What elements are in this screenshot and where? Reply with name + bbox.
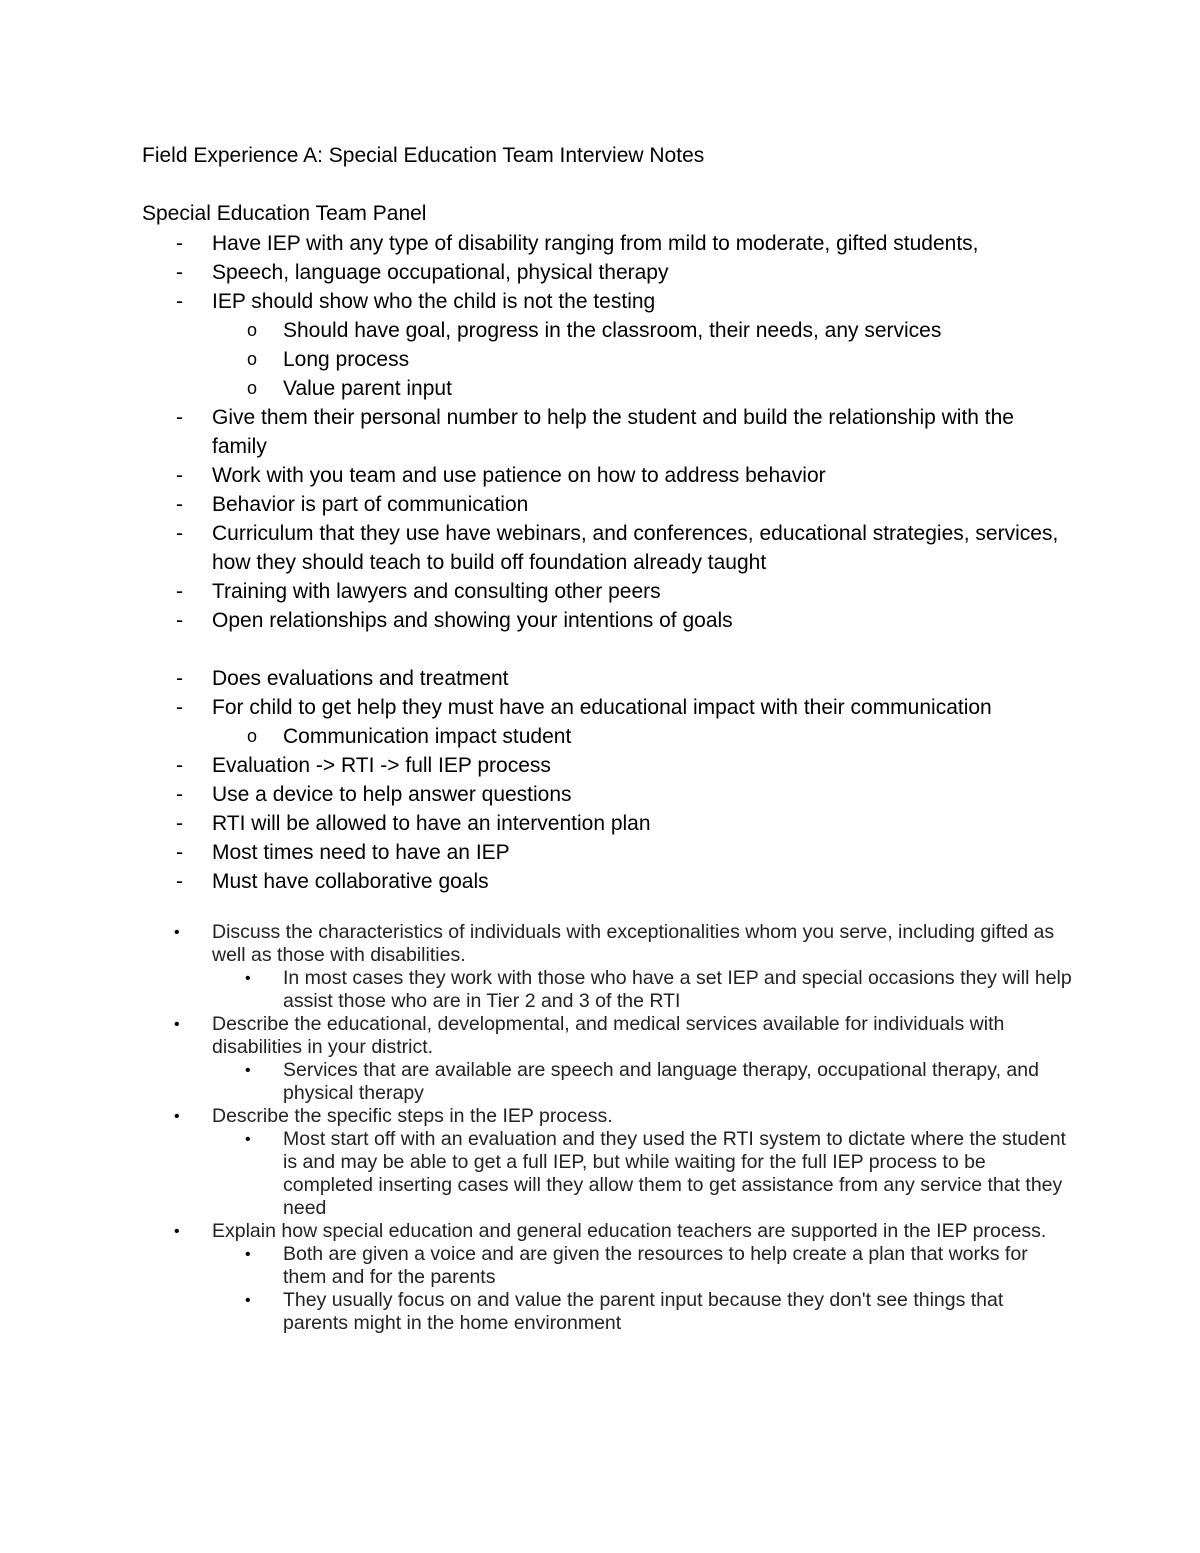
circle-marker: o (247, 378, 258, 398)
question-text: Describe the educational, developmental, and medical services available for individuals with disabilities in your district. (212, 1013, 1005, 1058)
bullet-marker: • (245, 1292, 251, 1309)
list-item (142, 838, 1072, 867)
answer-text: In most cases they work with those who have a set IEP and special occasions they will help assist those who are in Tier 2 and 3 of the RTI (283, 967, 1072, 1012)
bullet-marker: • (174, 1108, 180, 1125)
list-item (142, 258, 1072, 287)
dash-marker: - (176, 464, 183, 487)
list-item (142, 664, 1072, 693)
list-item-text: Use a device to help answer questions (212, 783, 572, 806)
dash-marker: - (176, 667, 183, 690)
dash-marker: - (176, 406, 183, 429)
dash-marker: - (176, 841, 183, 864)
answer-item (142, 1289, 1072, 1335)
list-item-text: Evaluation -> RTI -> full IEP process (212, 754, 551, 777)
answer-text: Services that are available are speech and language therapy, occupational therapy, and physical therapy (283, 1059, 1039, 1104)
list-item-text: Does evaluations and treatment (212, 667, 509, 690)
circle-marker: o (247, 349, 258, 369)
list-item (142, 809, 1072, 838)
bullet-marker: • (174, 924, 180, 941)
list-item-text: Speech, language occupational, physical therapy (212, 261, 669, 284)
bullet-marker: • (174, 1016, 180, 1033)
bullet-marker: • (174, 1223, 180, 1240)
answer-item (142, 967, 1072, 1013)
list-item (142, 374, 1072, 403)
question-text: Discuss the characteristics of individuals with exceptionalities whom you serve, including gifted as well as those with disabilities. (212, 921, 1055, 966)
section-heading: Special Education Team Panel (142, 202, 427, 225)
list-item-text: Communication impact student (283, 725, 572, 748)
circle-marker: o (247, 320, 258, 340)
dash-marker: - (176, 609, 183, 632)
question-text: Describe the specific steps in the IEP process. (212, 1105, 613, 1127)
answer-text: Most start off with an evaluation and they used the RTI system to dictate where the student is and may be able to get a full IEP, but while waiting for the full IEP process to be completed inserting cases will they allow them to get assistance from any service that they need (283, 1128, 1066, 1219)
list-item (142, 316, 1072, 345)
list-item (142, 403, 1072, 461)
discussion-questions-list (142, 921, 1072, 1335)
list-item (142, 867, 1072, 896)
list-item-text: Work with you team and use patience on how to address behavior (212, 464, 826, 487)
list-item-text: Open relationships and showing your intentions of goals (212, 609, 733, 632)
answer-item (142, 1243, 1072, 1289)
circle-marker: o (247, 726, 258, 746)
question-item (142, 921, 1072, 967)
dash-marker: - (176, 290, 183, 313)
list-item (142, 577, 1072, 606)
list-item-text: Should have goal, progress in the classroom, their needs, any services (283, 319, 942, 342)
dash-marker: - (176, 522, 183, 545)
list-item (142, 606, 1072, 635)
list-item (142, 287, 1072, 316)
question-text: Explain how special education and general education teachers are supported in the IEP process. (212, 1220, 1047, 1242)
answer-text: They usually focus on and value the parent input because they don't see things that parents might in the home environment (283, 1289, 1004, 1334)
list-item-text: Value parent input (283, 377, 452, 400)
question-item (142, 1013, 1072, 1059)
question-item (142, 1220, 1072, 1243)
dash-marker: - (176, 696, 183, 719)
list-item-text: Most times need to have an IEP (212, 841, 510, 864)
interview-notes-list (142, 229, 1072, 896)
list-item (142, 722, 1072, 751)
bullet-marker: • (245, 970, 251, 987)
list-item (142, 461, 1072, 490)
list-spacer (142, 635, 1072, 664)
list-item-text: Long process (283, 348, 410, 371)
dash-marker: - (176, 580, 183, 603)
list-item (142, 751, 1072, 780)
bullet-marker: • (245, 1131, 251, 1148)
list-item (142, 490, 1072, 519)
answer-text: Both are given a voice and are given the resources to help create a plan that works for them and for the parents (283, 1243, 1028, 1288)
list-item-text: Behavior is part of communication (212, 493, 529, 516)
list-item-text: For child to get help they must have an educational impact with their communication (212, 696, 992, 719)
dash-marker: - (176, 783, 183, 806)
answer-item (142, 1059, 1072, 1105)
dash-marker: - (176, 812, 183, 835)
list-item-text: Give them their personal number to help the student and build the relationship with the family (212, 406, 1014, 458)
list-item (142, 519, 1072, 577)
list-item (142, 229, 1072, 258)
list-item-text: Have IEP with any type of disability ranging from mild to moderate, gifted students, (212, 232, 979, 255)
document-title: Field Experience A: Special Education Team Interview Notes (142, 144, 705, 167)
list-item-text: Must have collaborative goals (212, 870, 489, 893)
list-item-text: IEP should show who the child is not the testing (212, 290, 656, 313)
list-item (142, 693, 1072, 722)
list-item (142, 780, 1072, 809)
dash-marker: - (176, 754, 183, 777)
list-item-text: RTI will be allowed to have an intervention plan (212, 812, 651, 835)
dash-marker: - (176, 232, 183, 255)
list-item (142, 345, 1072, 374)
question-item (142, 1105, 1072, 1128)
bullet-marker: • (245, 1246, 251, 1263)
answer-item (142, 1128, 1072, 1220)
dash-marker: - (176, 493, 183, 516)
list-item-text: Curriculum that they use have webinars, and conferences, educational strategies, services, how they should teach to build off foundation already taught (212, 522, 1059, 574)
list-item-text: Training with lawyers and consulting other peers (212, 580, 661, 603)
bullet-marker: • (245, 1062, 251, 1079)
dash-marker: - (176, 261, 183, 284)
dash-marker: - (176, 870, 183, 893)
